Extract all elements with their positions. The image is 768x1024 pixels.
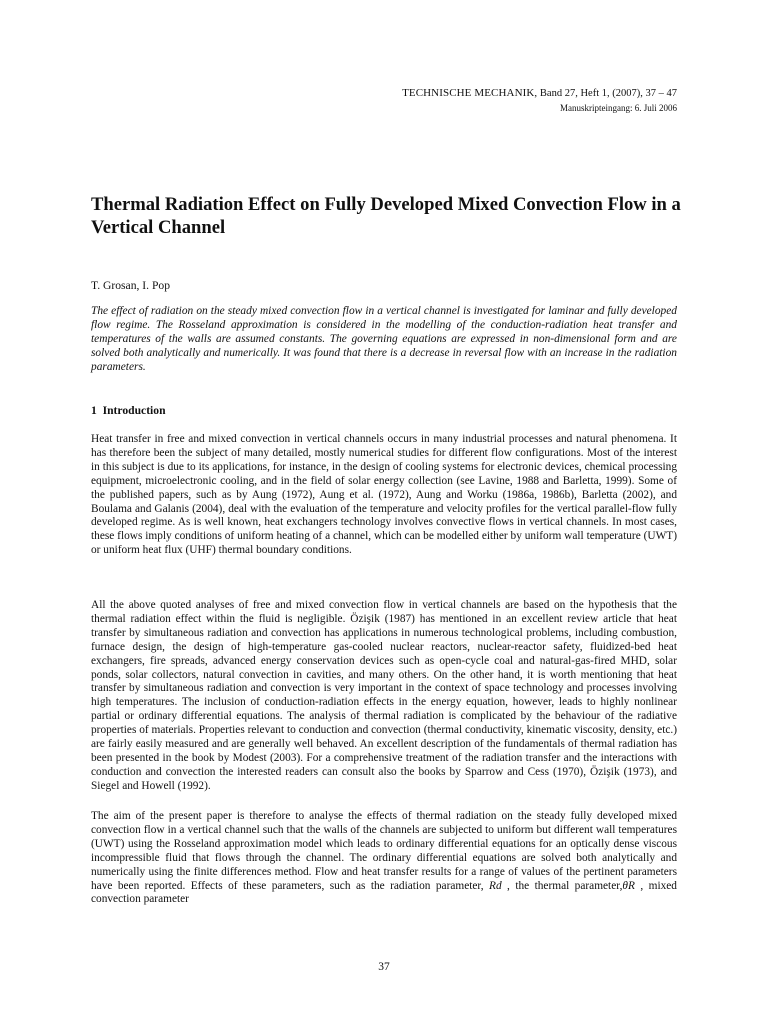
paragraph-3-text-b: , the thermal parameter, (501, 879, 623, 892)
abstract: The effect of radiation on the steady mixed convection flow in a vertical channel is investigated for laminar and fully developed flow regime. The Rosseland approximation is considered in the modelling of the conduction-radiation heat transfer and temperatures of the walls are assumed constants. The governing equations are expressed in non-dimensional form and are solved both analytically and numerically. It was found that there is a decrease in reversal flow with an increase in the radiation parameters. (91, 305, 677, 373)
radiation-parameter-symbol: Rd (489, 879, 502, 892)
journal-name: TECHNISCHE MECHANIK, (402, 87, 538, 99)
page-number: 37 (378, 961, 390, 973)
authors: T. Grosan, I. Pop (91, 279, 170, 292)
paragraph-3-text-a: The aim of the present paper is therefore to analyse the effects of thermal radiation on the steady fully developed mixed convection flow in a vertical channel such that the walls of the channels are subjected to uniform but different wall temperatures (UWT) using the Rosseland approximation model which leads to ordinary differential equations for an optically dense viscous incompressible fluid that flows through the channel. The ordinary differential equations are solved both analytically and numerically using the finite differences method. Flow and heat transfer results for a range of values of the pertinent parameters have been reported. Effects of these parameters, such as the radiation parameter, (91, 810, 677, 892)
thermal-parameter-symbol: θR (622, 879, 635, 892)
paragraph-3-text-c: , mixed convection parameter (91, 879, 677, 906)
section-title: Introduction (102, 404, 166, 417)
paragraph-1: Heat transfer in free and mixed convection in vertical channels occurs in many industrial processes and natural phenomena. It has therefore been the subject of many detailed, mostly numerical studies for different flow configurations. Most of the interest in this subject is due to its applications, for instance, in the design of cooling systems for electronic devices, chemical processing equipment, microelectronic cooling, and in the field of solar energy collection (see Lavine, 1988 and Barletta, 1999). Some of the published papers, such as by Aung (1972), Aung et al. (1972), Aung and Worku (1986a, 1986b), Barletta (2002), and Boulama and Galanis (2004), deal with the evaluation of the temperature and velocity profiles for the vertical parallel-flow fully developed regime. As is well known, heat exchangers technology involves convective flows in vertical channels. In most cases, these flows imply conditions of uniform heating of a channel, which can be modelled either by uniform wall temperature (UWT) or uniform heat flux (UHF) thermal boundary conditions. (91, 433, 677, 557)
paper-title: Thermal Radiation Effect on Fully Developed Mixed Convection Flow in a Vertical Channel (91, 194, 681, 238)
paragraph-2: All the above quoted analyses of free and mixed convection flow in vertical channels are based on the hypothesis that the thermal radiation effect within the fluid is negligible. Özişik (1987) has mentioned in an excellent review article that heat transfer by simultaneous radiation and convection has applications in numerous technological problems, including combustion, furnace design, the design of high-temperature gas-cooled nuclear reactors, nuclear-reactor safety, fluidized-bed heat exchangers, fire spreads, advanced energy conservation devices such as open-cycle coal and natural-gas-fired MHD, solar ponds, solar collectors, natural convection in cavities, and many others. On the other hand, it is worth mentioning that heat transfer by simultaneous radiation and convection is very important in the context of space technology and processes involving high temperatures. The inclusion of conduction-radiation effects in the energy equation, however, leads to highly nonlinear partial or ordinary differential equations. The analysis of thermal radiation is complicated by the behaviour of the radiative properties of materials. Properties relevant to conduction and convection (thermal conductivity, kinematic viscosity, density, etc.) are fairly easily measured and are generally well behaved. An excellent description of the fundamentals of thermal radiation has been presented in the book by Modest (2003). For a comprehensive treatment of the radiation transfer and the interactions with conduction and convection the interested readers can consult also the books by Sparrow and Cess (1970), Özişik (1973), and Siegel and Howell (1992). (91, 599, 677, 792)
section-number: 1 (91, 404, 97, 417)
section-heading (91, 404, 166, 417)
journal-issue: Band 27, Heft 1, (2007), 37 – 47 (539, 88, 677, 99)
paragraph-3 (91, 810, 677, 907)
journal-header (402, 86, 677, 115)
manuscript-received: Manuskripteingang: 6. Juli 2006 (560, 103, 677, 113)
journal-citation (402, 86, 677, 101)
